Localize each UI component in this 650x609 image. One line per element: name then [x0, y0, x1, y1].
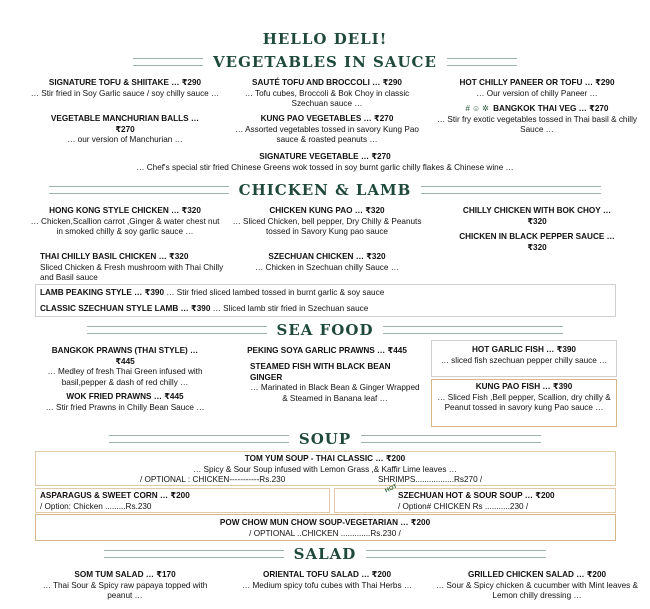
item-price: ₹270	[115, 124, 135, 134]
divider	[421, 186, 601, 194]
item-name: CHICKEN IN BLACK PEPPER SAUCE …	[459, 232, 615, 241]
item-price: ₹390	[556, 345, 576, 354]
menu-item-manchurian	[30, 114, 220, 146]
divider	[383, 326, 563, 334]
item-name: BANGKOK THAI VEG …	[493, 104, 587, 113]
item-name: ASPARAGUS & SWEET CORN …	[40, 491, 169, 500]
item-price: ₹445	[115, 356, 135, 366]
item-price: ₹445	[164, 392, 184, 401]
item-name: SOM TUM SALAD …	[74, 570, 154, 579]
item-desc: … sliced fish szechuan pepper chilly sauce …	[440, 355, 608, 365]
menu-item-somtum	[30, 570, 220, 602]
item-name: WOK FRIED PRAWNS …	[66, 392, 162, 401]
menu-item-bokchoy-chicken	[432, 206, 642, 227]
menu-item-peking-prawns	[232, 346, 422, 357]
menu-item-kungpao-fish	[434, 382, 614, 414]
item-price: ₹445	[387, 346, 407, 355]
section-title: SALAD	[293, 545, 357, 563]
item-name: POW CHOW MUN CHOW SOUP-VEGETARIAN …	[219, 518, 409, 527]
item-desc: … Chicken,Scallion carrot ,Ginger & water chest nut in smoked chilly & soy garlic sauce …	[30, 216, 220, 236]
divider	[447, 58, 517, 66]
divider	[361, 435, 541, 443]
menu-item-chilly-paneer	[432, 78, 642, 99]
item-name: KUNG PAO FISH …	[475, 382, 551, 391]
item-name: CHICKEN KUNG PAO …	[269, 206, 363, 215]
menu-item-oriental-tofu	[232, 570, 422, 591]
menu-item-grilled-chicken-salad	[432, 570, 642, 602]
section-title: CHICKEN & LAMB	[238, 181, 412, 199]
item-price: ₹290	[181, 78, 202, 87]
menu-item-szechuan-chicken	[232, 252, 422, 273]
item-name: KUNG PAO VEGETABLES …	[260, 114, 372, 123]
menu-item-steamed-fish	[250, 362, 420, 404]
divider	[49, 186, 229, 194]
menu-item-garlic-fish	[434, 345, 614, 366]
item-desc: … our version of Manchurian …	[67, 135, 183, 144]
item-desc: … Stir fried in Soy Garlic sauce / soy chilly sauce …	[30, 88, 220, 98]
item-desc: … Chef's special stir fried Chinese Greens wok tossed in soy burnt garlic chilly flakes & Chinese wine …	[136, 162, 514, 172]
item-desc: … Thai Sour & Spicy raw papaya topped with peanut …	[42, 580, 208, 600]
item-price: ₹290	[382, 78, 402, 87]
item-name: SAUTÉ TOFU AND BROCCOLI …	[252, 78, 381, 87]
item-name: ORIENTAL TOFU SALAD …	[262, 570, 370, 579]
menu-item-blackpepper-chicken	[432, 232, 642, 253]
item-desc: … Stir fried sliced lambed tossed in burnt garlic & soy sauce	[166, 288, 385, 297]
item-desc: … Stir fry exotic vegetables tossed in Thai basil & chilly Sauce …	[436, 114, 638, 134]
section-salad	[0, 546, 650, 562]
hot-badge: HOT	[384, 483, 399, 495]
menu-item-lamb-szechuan	[40, 304, 610, 315]
item-name: STEAMED FISH WITH BLACK BEAN GINGER	[250, 362, 391, 382]
item-desc: / Option# CHICKEN Rs ...........230 /	[398, 501, 529, 511]
divider	[366, 550, 546, 558]
item-desc: … Tofu cubes, Broccoli & Bok Choy in classic Szechuan sauce …	[244, 88, 410, 108]
item-desc: … Medley of fresh Thai Green infused with basil,pepper & dash of red chilly …	[47, 367, 203, 387]
item-price: ₹290	[595, 78, 615, 87]
item-desc: … Sliced lamb stir fried in Szechuan sauce	[212, 304, 369, 313]
item-price: ₹200	[170, 491, 190, 500]
item-price: ₹320	[366, 252, 386, 261]
item-desc: … Assorted vegetables tossed in savory Kung Pao sauce & roasted peanuts …	[235, 124, 419, 144]
menu-item-powchow	[40, 518, 610, 539]
menu-item-bangkok-veg	[432, 104, 642, 136]
item-price: ₹320	[181, 206, 201, 215]
menu-item-wok-prawns	[30, 392, 220, 413]
item-desc: … Medium spicy tofu cubes with Thai Herbs …	[241, 580, 413, 590]
divider	[104, 550, 284, 558]
veg-icon: #	[465, 104, 470, 113]
menu-item-signature-veg	[30, 152, 620, 173]
item-price: ₹390	[552, 382, 573, 391]
item-price: ₹320	[169, 252, 189, 261]
item-desc: / Option: Chicken .........Rs.230	[40, 501, 152, 511]
item-name: LAMB PEAKING STYLE …	[40, 288, 143, 297]
item-name: SZECHUAN HOT & SOUR SOUP …	[398, 491, 533, 500]
item-desc: … Spicy & Sour Soup infused with Lemon Grass ,& Kaffir Lime leaves …	[193, 464, 457, 474]
menu-item-kungpao-chicken	[232, 206, 422, 238]
menu-item-lamb-peaking	[40, 288, 610, 299]
menu-item-thaibasil-chicken	[40, 252, 230, 284]
item-price: ₹390	[191, 304, 211, 313]
divider	[133, 58, 203, 66]
item-name: HOT GARLIC FISH …	[472, 345, 555, 354]
item-name: PEKING SOYA GARLIC PRAWNS …	[247, 346, 386, 355]
item-desc: … Our version of chilly Paneer …	[476, 88, 598, 98]
item-price: ₹200	[385, 454, 406, 463]
item-name: GRILLED CHICKEN SALAD …	[467, 570, 585, 579]
item-name: SIGNATURE VEGETABLE …	[259, 152, 370, 161]
section-soup	[0, 431, 650, 447]
item-price: ₹270	[374, 114, 394, 123]
item-price: ₹200	[410, 518, 431, 527]
item-price: ₹390	[144, 288, 164, 297]
item-price: ₹270	[589, 104, 609, 113]
chef-special-icon: ☺	[471, 104, 481, 113]
item-name: THAI CHILLY BASIL CHICKEN …	[40, 252, 167, 261]
item-name: VEGETABLE MANCHURIAN BALLS …	[50, 114, 200, 123]
item-desc: / OPTIONAL ..CHICKEN .............Rs.230 /	[249, 528, 401, 538]
item-price: ₹270	[371, 152, 391, 161]
menu-item-hotsour	[398, 491, 613, 512]
tomyum-option-shrimps: SHRIMPS.................Rs270 /	[378, 475, 483, 484]
item-price: ₹320	[527, 216, 547, 226]
divider	[87, 326, 267, 334]
item-name: CLASSIC SZECHUAN STYLE LAMB …	[40, 304, 189, 313]
section-title: SEA FOOD	[276, 321, 374, 339]
item-price: ₹200	[586, 570, 607, 579]
menu-item-saute-tofu	[232, 78, 422, 110]
item-desc: … Chicken in Szechuan chilly Sauce …	[255, 262, 399, 272]
item-price: ₹320	[527, 242, 547, 252]
section-vegetables	[0, 54, 650, 70]
section-seafood	[0, 322, 650, 338]
item-desc: … Marinated in Black Bean & Ginger Wrapped & Steamed in Banana leaf …	[250, 383, 420, 403]
tomyum-option-chicken: / OPTIONAL : CHICKEN-----------Rs.230	[140, 475, 286, 484]
item-desc: … Sour & Spicy chicken & cucumber with Mint leaves & Lemon chilly dressing …	[435, 580, 639, 600]
item-name: TOM YUM SOUP - THAI CLASSIC …	[244, 454, 384, 463]
menu-title: HELLO DELI!	[262, 30, 388, 48]
menu-item-kung-pao-veg	[232, 114, 422, 146]
menu-item-bangkok-prawns	[30, 346, 220, 388]
item-desc: … Sliced Fish ,Bell pepper, Scallion, dry chilly & Peanut tossed in savory kung Pao sauce …	[437, 392, 611, 412]
item-name: SZECHUAN CHICKEN …	[268, 252, 364, 261]
item-desc: Sliced Chicken & Fresh mushroom with Thai Chilly and Basil sauce	[40, 262, 224, 282]
section-title: VEGETABLES IN SAUCE	[213, 53, 437, 71]
item-price: ₹320	[365, 206, 385, 215]
section-title: SOUP	[298, 430, 352, 448]
item-price: ₹200	[371, 570, 392, 579]
section-chicken-lamb	[0, 182, 650, 198]
menu-item-asparagus	[40, 491, 325, 512]
menu-item-tofu-shiitake	[30, 78, 220, 99]
item-name: HONG KONG STYLE CHICKEN …	[49, 206, 180, 215]
menu-item-tomyum	[40, 454, 610, 475]
item-price: ₹200	[535, 491, 555, 500]
divider	[109, 435, 289, 443]
item-name: SIGNATURE TOFU & SHIITAKE …	[48, 78, 180, 87]
item-name: CHILLY CHICKEN WITH BOK CHOY …	[462, 206, 612, 215]
spicy-icon: ✲	[482, 104, 489, 113]
item-name: HOT CHILLY PANEER OR TOFU …	[459, 78, 593, 87]
item-name: BANGKOK PRAWNS (THAI STYLE) …	[51, 346, 199, 355]
item-price: ₹170	[156, 570, 176, 579]
item-desc: … Sliced Chicken, bell pepper, Dry Chilly & Peanuts tossed in Savory Kung pao sauce	[232, 216, 422, 236]
item-desc: … Stir fried Prawns in Chilly Bean Sauce …	[45, 402, 205, 412]
menu-item-hongkong-chicken	[30, 206, 220, 238]
